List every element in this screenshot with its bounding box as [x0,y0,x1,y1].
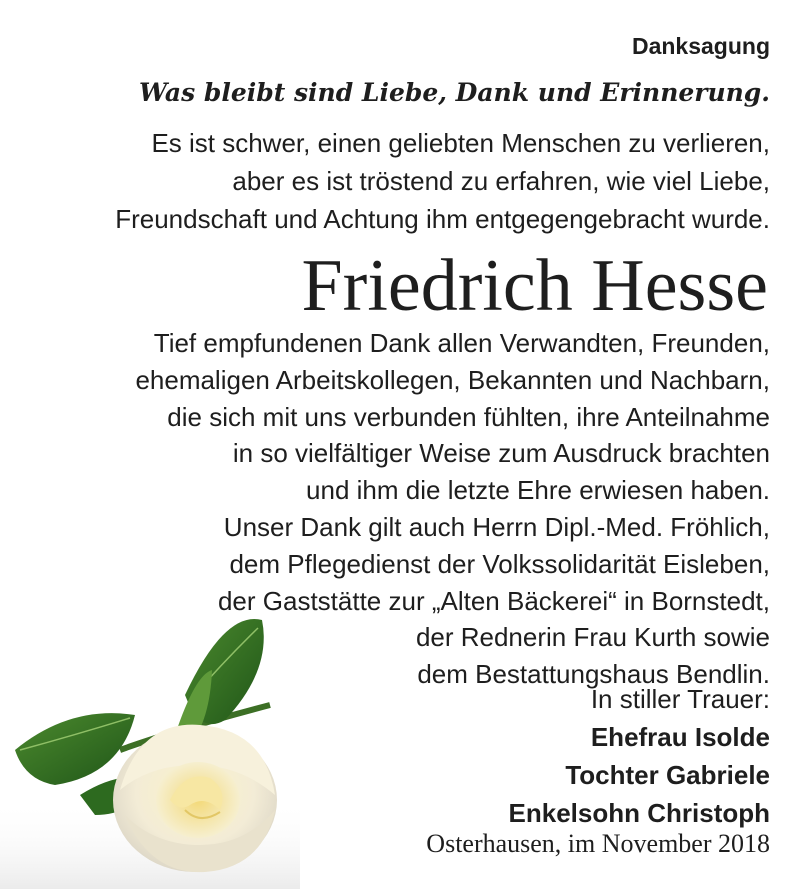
thanks-paragraph [135,325,770,693]
family-member: Ehefrau Isolde [590,722,770,752]
place-and-date: Osterhausen, im November 2018 [426,829,770,858]
intro-line: Freundschaft und Achtung ihm entgegengebracht wurde. [115,204,770,234]
body-line: dem Bestattungshaus Bendlin. [417,659,770,690]
family-member: Enkelsohn Christoph [508,798,770,828]
body-line: die sich mit uns verbunden fühlten, ihre Anteilnahme [167,401,770,432]
deceased-name: Friedrich Hesse [301,245,768,327]
intro-line: aber es ist tröstend zu erfahren, wie viel Liebe, [232,166,770,196]
family-member: Tochter Gabriele [565,760,770,790]
mourning-label: In stiller Trauer: [590,684,770,714]
notice-heading: Danksagung [631,33,770,59]
body-line: der Gaststätte zur „Alten Bäckerei“ in Bornstedt, [217,585,770,616]
body-line: der Rednerin Frau Kurth sowie [415,622,770,653]
intro-paragraph [115,124,770,238]
body-line: dem Pflegedienst der Volkssolidarität Eisleben, [229,548,770,579]
intro-line: Es ist schwer, einen geliebten Menschen zu verlieren, [151,128,770,158]
body-line: ehemaligen Arbeitskollegen, Bekannten und Nachbarn, [135,364,770,395]
body-line: Unser Dank gilt auch Herrn Dipl.-Med. Fröhlich, [223,511,770,542]
body-line: Tief empfundenen Dank allen Verwandten, Freunden, [153,328,770,358]
body-line: in so vielfältiger Weise zum Ausdruck brachten [232,438,770,469]
mourners-block [509,680,770,832]
body-line: und ihm die letzte Ehre erwiesen haben. [306,475,770,506]
notice-motto: Was bleibt sind Liebe, Dank und Erinnerung. [138,78,770,107]
